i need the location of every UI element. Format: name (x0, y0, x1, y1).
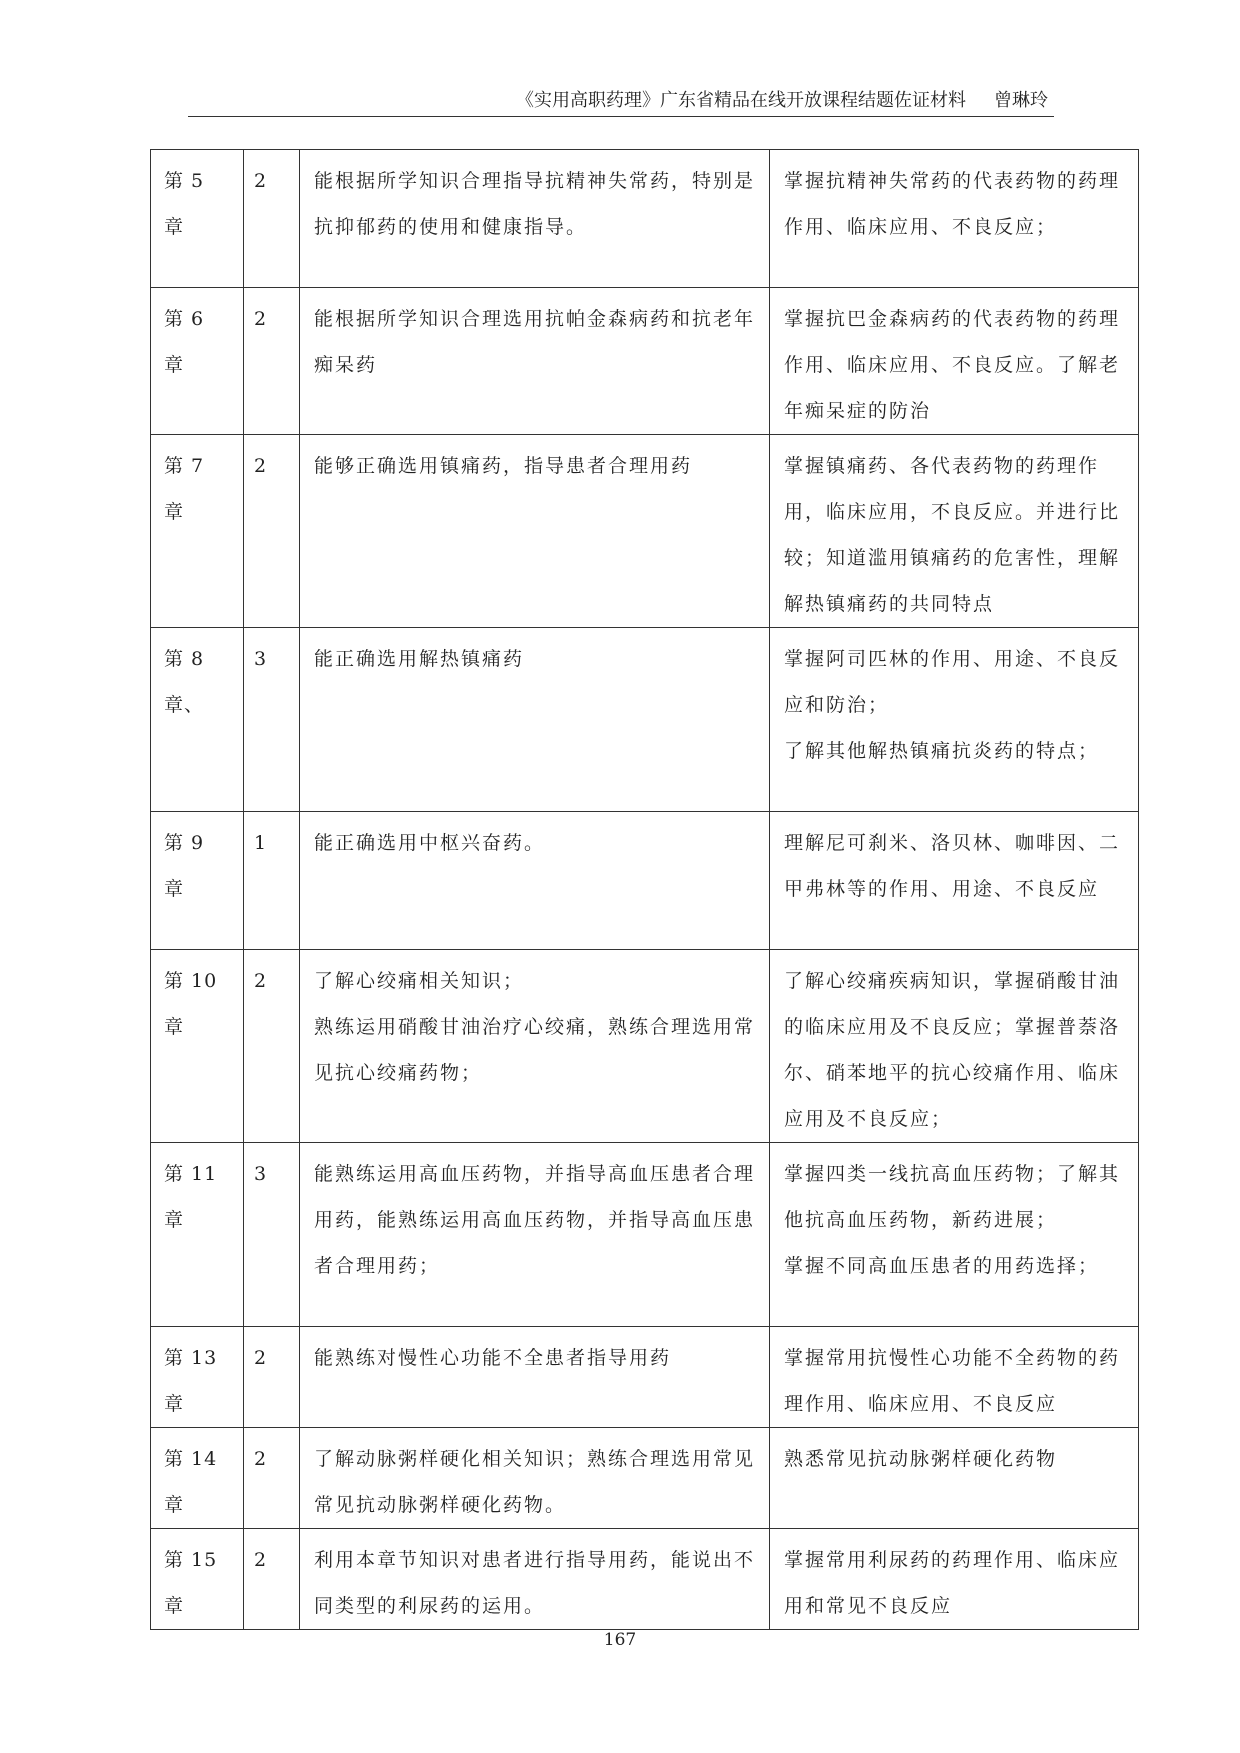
knowledge-line: 掌握抗精神失常药的代表药物的药理作用、临床应用、不良反应； (784, 170, 1121, 238)
knowledge-cell (770, 1529, 1139, 1630)
chapter-cell: 第 5 章 (151, 150, 244, 288)
header-text (516, 86, 1048, 112)
knowledge-cell (770, 435, 1139, 628)
knowledge-line: 了解其他解热镇痛抗炎药的特点； (784, 740, 1100, 762)
ability-cell (300, 950, 770, 1143)
hours-cell: 2 (244, 1529, 300, 1630)
ability-line: 利用本章节知识对患者进行指导用药，能说出不同类型的利尿药的运用。 (314, 1549, 756, 1617)
ability-cell (300, 150, 770, 288)
hours-cell: 2 (244, 1327, 300, 1428)
hours-cell: 2 (244, 435, 300, 628)
ability-cell (300, 1529, 770, 1630)
ability-line: 能熟练对慢性心功能不全患者指导用药 (314, 1347, 672, 1369)
chapter-cell: 第 8 章、 (151, 628, 244, 812)
table-row (151, 288, 1139, 435)
table-row (151, 435, 1139, 628)
knowledge-cell (770, 812, 1139, 950)
chapter-cell: 第 6 章 (151, 288, 244, 435)
ability-line: 能熟练运用高血压药物，并指导高血压患者合理用药，能熟练运用高血压药物，并指导高血压患者合理用药； (314, 1163, 756, 1277)
knowledge-line: 熟悉常见抗动脉粥样硬化药物 (784, 1448, 1058, 1470)
hours-cell: 2 (244, 950, 300, 1143)
chapter-cell: 第 15 章 (151, 1529, 244, 1630)
ability-cell (300, 288, 770, 435)
ability-line: 了解心绞痛相关知识； (314, 970, 525, 992)
table-row (151, 1143, 1139, 1327)
table-row (151, 150, 1139, 288)
ability-cell (300, 812, 770, 950)
knowledge-line: 掌握抗巴金森病药的代表药物的药理作用、临床应用、不良反应。了解老年痴呆症的防治 (784, 308, 1121, 422)
syllabus-table (150, 149, 1139, 1630)
ability-line: 能根据所学知识合理选用抗帕金森病药和抗老年痴呆药 (314, 308, 756, 376)
ability-line: 能正确选用中枢兴奋药。 (314, 832, 546, 854)
knowledge-cell (770, 1428, 1139, 1529)
knowledge-cell (770, 1327, 1139, 1428)
page-header (188, 86, 1054, 117)
knowledge-cell (770, 150, 1139, 288)
chapter-cell: 第 13 章 (151, 1327, 244, 1428)
hours-cell: 1 (244, 812, 300, 950)
knowledge-line: 掌握常用抗慢性心功能不全药物的药理作用、临床应用、不良反应 (784, 1347, 1121, 1415)
knowledge-line: 掌握镇痛药、各代表药物的药理作用，临床应用，不良反应。并进行比较；知道滥用镇痛药的危害性，理解解热镇痛药的共同特点 (784, 455, 1121, 615)
hours-cell: 2 (244, 288, 300, 435)
knowledge-line: 掌握不同高血压患者的用药选择； (784, 1255, 1100, 1277)
table-row (151, 950, 1139, 1143)
table-row (151, 1529, 1139, 1630)
ability-line: 能根据所学知识合理指导抗精神失常药，特别是抗抑郁药的使用和健康指导。 (314, 170, 756, 238)
chapter-cell: 第 7 章 (151, 435, 244, 628)
table-row (151, 1428, 1139, 1529)
hours-cell: 2 (244, 1428, 300, 1529)
knowledge-cell (770, 950, 1139, 1143)
ability-line: 了解动脉粥样硬化相关知识；熟练合理选用常见常见抗动脉粥样硬化药物。 (314, 1448, 756, 1516)
ability-cell (300, 1428, 770, 1529)
knowledge-line: 掌握阿司匹林的作用、用途、不良反应和防治； (784, 648, 1121, 716)
knowledge-cell (770, 288, 1139, 435)
knowledge-line: 掌握常用利尿药的药理作用、临床应用和常见不良反应 (784, 1549, 1121, 1617)
ability-cell (300, 435, 770, 628)
table-row (151, 812, 1139, 950)
header-author: 曾琳玲 (994, 90, 1048, 111)
page-number: 167 (603, 1630, 637, 1650)
ability-line: 能够正确选用镇痛药，指导患者合理用药 (314, 455, 693, 477)
knowledge-cell (770, 628, 1139, 812)
knowledge-line: 理解尼可刹米、洛贝林、咖啡因、二甲弗林等的作用、用途、不良反应 (784, 832, 1121, 900)
table-body (151, 150, 1139, 1630)
table-row (151, 628, 1139, 812)
table-row (151, 1327, 1139, 1428)
knowledge-cell (770, 1143, 1139, 1327)
chapter-cell: 第 11 章 (151, 1143, 244, 1327)
knowledge-line: 掌握四类一线抗高血压药物；了解其他抗高血压药物，新药进展； (784, 1163, 1121, 1231)
chapter-cell: 第 9 章 (151, 812, 244, 950)
header-title: 《实用高职药理》广东省精品在线开放课程结题佐证材料 (516, 90, 966, 111)
chapter-cell: 第 10 章 (151, 950, 244, 1143)
hours-cell: 3 (244, 1143, 300, 1327)
knowledge-line: 了解心绞痛疾病知识，掌握硝酸甘油的临床应用及不良反应；掌握普萘洛尔、硝苯地平的抗心绞痛作用、临床应用及不良反应； (784, 970, 1121, 1130)
ability-line: 熟练运用硝酸甘油治疗心绞痛，熟练合理选用常见抗心绞痛药物； (314, 1016, 756, 1084)
ability-cell (300, 628, 770, 812)
chapter-cell: 第 14 章 (151, 1428, 244, 1529)
hours-cell: 2 (244, 150, 300, 288)
ability-cell (300, 1327, 770, 1428)
hours-cell: 3 (244, 628, 300, 812)
ability-cell (300, 1143, 770, 1327)
ability-line: 能正确选用解热镇痛药 (314, 648, 525, 670)
